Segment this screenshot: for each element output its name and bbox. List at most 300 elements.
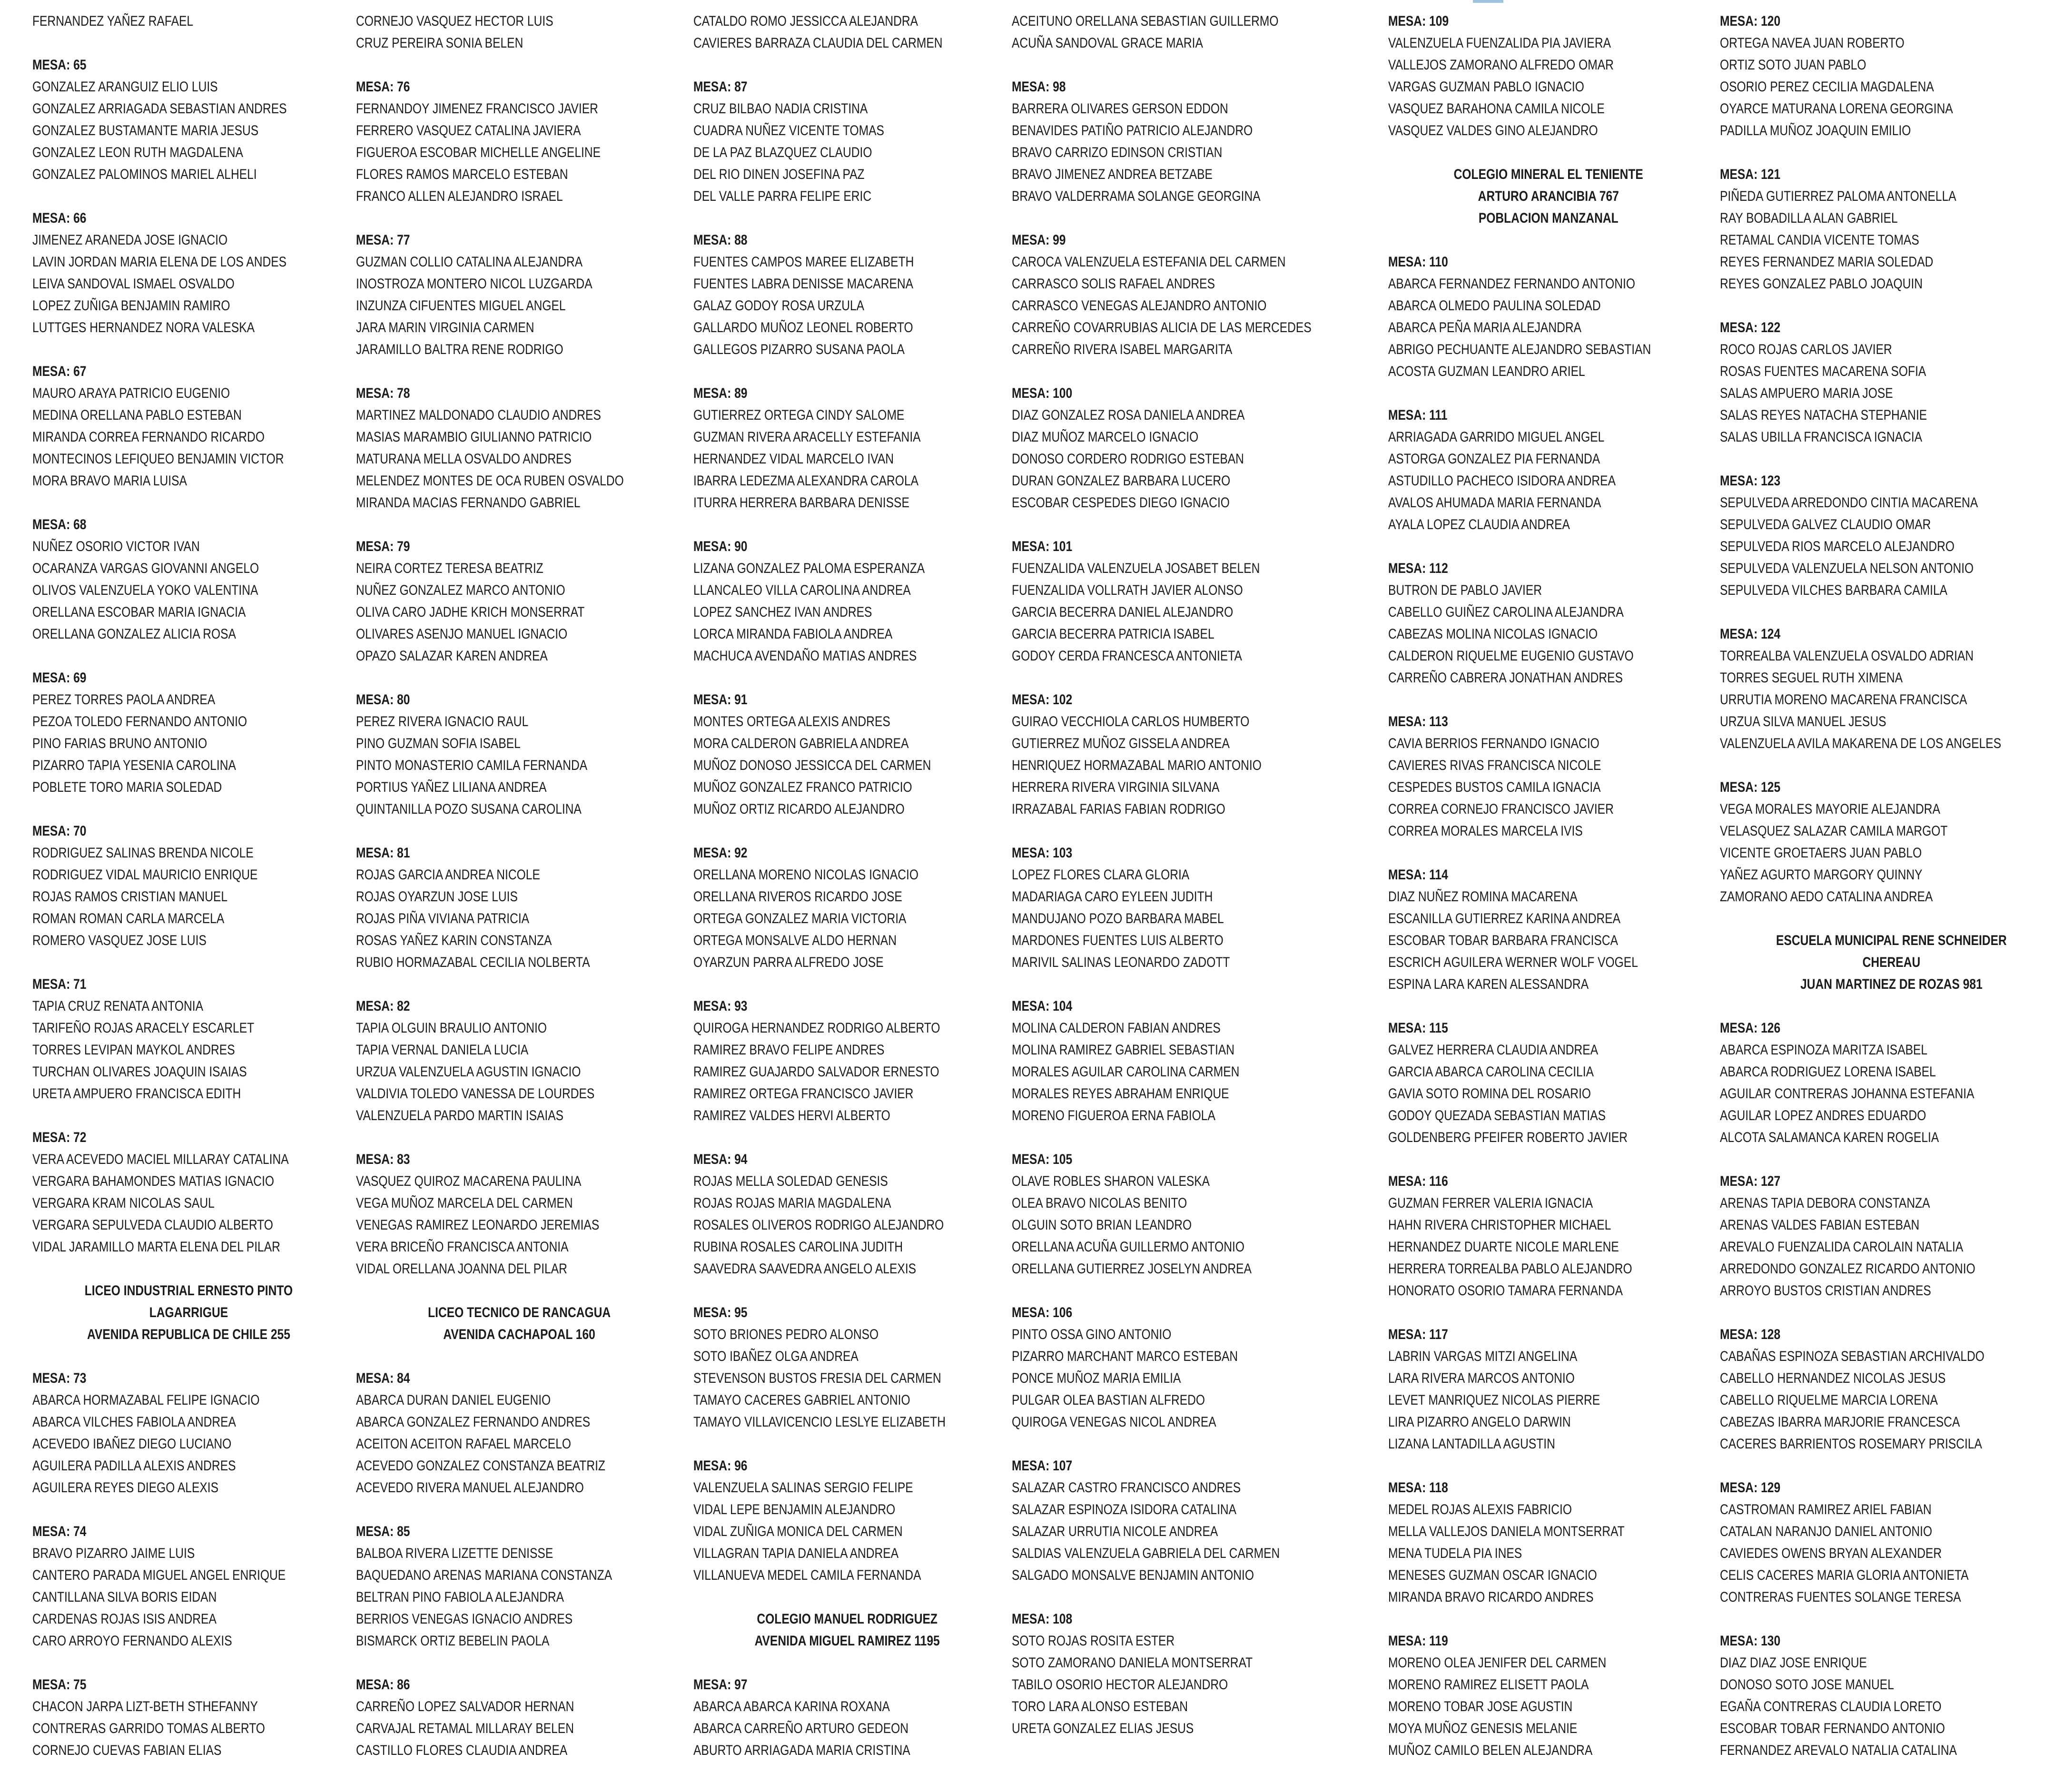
voter-name: MELLA VALLEJOS DANIELA MONTSERRAT — [1388, 1524, 1625, 1539]
mesa-heading: MESA: 95 — [693, 1305, 748, 1320]
voter-name: GAVIA SOTO ROMINA DEL ROSARIO — [1388, 1086, 1591, 1102]
voter-name: RAMIREZ BRAVO FELIPE ANDRES — [693, 1042, 885, 1058]
voter-name: CORREA MORALES MARCELA IVIS — [1388, 823, 1583, 839]
voter-name: FUENZALIDA VOLLRATH JAVIER ALONSO — [1012, 582, 1244, 598]
voter-name: DONOSO CORDERO RODRIGO ESTEBAN — [1012, 451, 1244, 467]
spacer — [693, 974, 1001, 995]
voter-name: GUZMAN RIVERA ARACELLY ESTEFANIA — [693, 429, 921, 445]
mesa-heading: MESA: 117 — [1388, 1327, 1449, 1342]
voter-name: BENAVIDES PATIÑO PATRICIO ALEJANDRO — [1012, 123, 1253, 138]
voter-name: VILLANUEVA MEDEL CAMILA FERNANDA — [693, 1567, 921, 1583]
voter-name: FERNANDOY JIMENEZ FRANCISCO JAVIER — [355, 101, 598, 117]
voter-name: MENA TUDELA PIA INES — [1388, 1546, 1522, 1561]
voter-name: PINTO MONASTERIO CAMILA FERNANDA — [355, 758, 588, 773]
voter-name: ZAMORANO AEDO CATALINA ANDREA — [1719, 889, 1933, 905]
voter-name: URZUA SILVA MANUEL JESUS — [1719, 714, 1886, 729]
voter-name: ROJAS MELLA SOLEDAD GENESIS — [693, 1173, 888, 1189]
voter-name: ABARCA VILCHES FABIOLA ANDREA — [32, 1414, 236, 1430]
voter-table-list — [32, 10, 2007, 1788]
spacer — [356, 667, 682, 689]
voter-name: CAVIA BERRIOS FERNANDO IGNACIO — [1388, 736, 1600, 751]
mesa-heading: MESA: 122 — [1719, 320, 1781, 335]
voter-name: HERNANDEZ VIDAL MARCELO IVAN — [693, 451, 894, 467]
voter-name: LAVIN JORDAN MARIA ELENA DE LOS ANDES — [32, 254, 287, 270]
venue-heading: LICEO TECNICO DE RANCAGUA — [427, 1305, 611, 1320]
voter-name: PINTO OSSA GINO ANTONIO — [1012, 1327, 1172, 1342]
voter-name: OLIVA CARO JADHE KRICH MONSERRAT — [355, 604, 585, 620]
mesa-heading: MESA: 115 — [1388, 1020, 1449, 1036]
mesa-heading: MESA: 102 — [1012, 692, 1073, 708]
voter-name: CAROCA VALENZUELA ESTEFANIA DEL CARMEN — [1012, 254, 1286, 270]
voter-name: AGUILAR CONTRERAS JOHANNA ESTEFANIA — [1719, 1086, 1974, 1102]
voter-name: INOSTROZA MONTERO NICOL LUZGARDA — [355, 276, 592, 292]
voter-name: VICENTE GROETAERS JUAN PABLO — [1719, 845, 1922, 861]
voter-name: MASIAS MARAMBIO GIULIANNO PATRICIO — [355, 429, 592, 445]
voter-name: OYARCE MATURANA LORENA GEORGINA — [1719, 101, 1953, 117]
voter-name: GODOY QUEZADA SEBASTIAN MATIAS — [1388, 1108, 1606, 1123]
voter-name: TURCHAN OLIVARES JOAQUIN ISAIAS — [32, 1064, 247, 1080]
mesa-heading: MESA: 119 — [1388, 1633, 1449, 1649]
voter-name: MOYA MUÑOZ GENESIS MELANIE — [1388, 1721, 1578, 1736]
spacer — [1012, 1433, 1377, 1455]
voter-name: BRAVO JIMENEZ ANDREA BETZABE — [1012, 167, 1213, 182]
voter-name: CAVIERES BARRAZA CLAUDIA DEL CARMEN — [693, 35, 943, 51]
voter-name: LOPEZ FLORES CLARA GLORIA — [1012, 867, 1190, 883]
voter-name: ROJAS OYARZUN JOSE LUIS — [355, 889, 518, 905]
voter-name: OYARZUN PARRA ALFREDO JOSE — [693, 955, 884, 970]
voter-name: SALAS AMPUERO MARIA JOSE — [1719, 385, 1893, 401]
voter-name: ABARCA PEÑA MARIA ALEJANDRA — [1388, 320, 1582, 335]
voter-name: JARAMILLO BALTRA RENE RODRIGO — [355, 342, 563, 357]
voter-name: ARRIAGADA GARRIDO MIGUEL ANGEL — [1388, 429, 1605, 445]
voter-name: FLORES RAMOS MARCELO ESTEBAN — [355, 167, 568, 182]
mesa-heading: MESA: 81 — [355, 845, 410, 861]
spacer — [1720, 995, 2063, 1017]
voter-name: BISMARCK ORTIZ BEBELIN PAOLA — [355, 1633, 550, 1649]
voter-name: FERNANDEZ AREVALO NATALIA CATALINA — [1719, 1743, 1957, 1758]
voter-name: ESCOBAR TOBAR BARBARA FRANCISCA — [1388, 933, 1619, 948]
voter-name: VALLEJOS ZAMORANO ALFREDO OMAR — [1388, 57, 1614, 73]
spacer — [1012, 1586, 1377, 1608]
mesa-heading: MESA: 94 — [693, 1152, 748, 1167]
voter-name: ARENAS TAPIA DEBORA CONSTANZA — [1719, 1195, 1930, 1211]
corner-tab-mark — [1473, 0, 1503, 3]
venue-heading: CHEREAU — [1862, 955, 1921, 970]
mesa-heading: MESA: 99 — [1012, 232, 1066, 248]
voter-name: GOLDENBERG PFEIFER ROBERTO JAVIER — [1388, 1130, 1628, 1145]
voter-name: VERA BRICEÑO FRANCISCA ANTONIA — [355, 1239, 569, 1255]
voter-name: ESPINA LARA KAREN ALESSANDRA — [1388, 976, 1589, 992]
voter-name: URZUA VALENZUELA AGUSTIN IGNACIO — [355, 1064, 581, 1080]
voter-name: VASQUEZ QUIROZ MACARENA PAULINA — [355, 1173, 582, 1189]
voter-name: CABELLO HERNANDEZ NICOLAS JESUS — [1719, 1370, 1946, 1386]
voter-name: AGUILAR LOPEZ ANDRES EDUARDO — [1719, 1108, 1926, 1123]
voter-name: ABARCA RODRIGUEZ LORENA ISABEL — [1719, 1064, 1936, 1080]
voter-name: ACEVEDO GONZALEZ CONSTANZA BEATRIZ — [355, 1458, 605, 1474]
spacer — [32, 32, 345, 54]
spacer — [1720, 755, 2063, 777]
spacer — [32, 1346, 345, 1368]
voter-name: URETA GONZALEZ ELIAS JESUS — [1012, 1721, 1194, 1736]
voter-name: CRUZ BILBAO NADIA CRISTINA — [693, 101, 868, 117]
mesa-heading: MESA: 128 — [1719, 1327, 1781, 1342]
voter-name: ABARCA CARREÑO ARTURO GEDEON — [693, 1721, 909, 1736]
spacer — [356, 361, 682, 383]
venue-heading: JUAN MARTINEZ DE ROZAS 981 — [1800, 976, 1983, 992]
voter-name: MARTINEZ MALDONADO CLAUDIO ANDRES — [355, 407, 601, 423]
mesa-heading: MESA: 78 — [355, 385, 410, 401]
voter-name: NUÑEZ GONZALEZ MARCO ANTONIO — [355, 582, 565, 598]
voter-name: ASTORGA GONZALEZ PIA FERNANDA — [1388, 451, 1600, 467]
voter-name: MORENO FIGUEROA ERNA FABIOLA — [1012, 1108, 1216, 1123]
voter-name: GALLARDO MUÑOZ LEONEL ROBERTO — [693, 320, 913, 335]
spacer — [32, 798, 345, 820]
voter-name: CRUZ PEREIRA SONIA BELEN — [355, 35, 523, 51]
voter-name: CANTERO PARADA MIGUEL ANGEL ENRIQUE — [32, 1567, 286, 1583]
spacer — [356, 1652, 682, 1674]
voter-name: GODOY CERDA FRANCESCA ANTONIETA — [1012, 648, 1243, 664]
spacer — [1012, 514, 1377, 536]
voter-name: ORELLANA ACUÑA GUILLERMO ANTONIO — [1012, 1239, 1245, 1255]
voter-name: URRUTIA MORENO MACARENA FRANCISCA — [1719, 692, 1967, 708]
voter-name: ROSALES OLIVEROS RODRIGO ALEJANDRO — [693, 1217, 944, 1233]
spacer — [1012, 207, 1377, 229]
voter-name: CARVAJAL RETAMAL MILLARAY BELEN — [355, 1721, 574, 1736]
voter-name: NUÑEZ OSORIO VICTOR IVAN — [32, 539, 200, 554]
voter-name: LUTTGES HERNANDEZ NORA VALESKA — [32, 320, 255, 335]
spacer — [693, 361, 1001, 383]
voter-name: VASQUEZ BARAHONA CAMILA NICOLE — [1388, 101, 1605, 117]
spacer — [693, 54, 1001, 76]
voter-name: VALENZUELA PARDO MARTIN ISAIAS — [355, 1108, 563, 1123]
voter-name: CANTILLANA SILVA BORIS EIDAN — [32, 1589, 217, 1605]
voter-name: PINO FARIAS BRUNO ANTONIO — [32, 736, 207, 751]
voter-name: VIDAL LEPE BENJAMIN ALEJANDRO — [693, 1502, 896, 1517]
mesa-heading: MESA: 118 — [1388, 1480, 1449, 1496]
voter-name: OCARANZA VARGAS GIOVANNI ANGELO — [32, 561, 259, 576]
spacer — [1012, 54, 1377, 76]
mesa-heading: MESA: 97 — [693, 1677, 748, 1693]
voter-name: SALDIAS VALENZUELA GABRIELA DEL CARMEN — [1012, 1546, 1280, 1561]
voter-name: BARRERA OLIVARES GERSON EDDON — [1012, 101, 1229, 117]
voter-name: DONOSO SOTO JOSE MANUEL — [1719, 1677, 1894, 1693]
voter-name: IRRAZABAL FARIAS FABIAN RODRIGO — [1012, 801, 1226, 817]
voter-name: FUENTES LABRA DENISSE MACARENA — [693, 276, 914, 292]
voter-name: ASTUDILLO PACHECO ISIDORA ANDREA — [1388, 473, 1616, 489]
voter-name: SEPULVEDA ARREDONDO CINTIA MACARENA — [1719, 495, 1978, 511]
spacer — [1388, 1302, 1709, 1324]
spacer — [693, 207, 1001, 229]
voter-name: RAMIREZ VALDES HERVI ALBERTO — [693, 1108, 890, 1123]
voter-name: ORTEGA GONZALEZ MARIA VICTORIA — [693, 911, 907, 926]
voter-name: INZUNZA CIFUENTES MIGUEL ANGEL — [355, 298, 566, 314]
venue-heading: POBLACION MANZANAL — [1479, 210, 1619, 226]
voter-name: MAURO ARAYA PATRICIO EUGENIO — [32, 385, 230, 401]
voter-name: SALAZAR URRUTIA NICOLE ANDREA — [1012, 1524, 1218, 1539]
spacer — [32, 492, 345, 514]
voter-name: OLAVE ROBLES SHARON VALESKA — [1012, 1173, 1210, 1189]
voter-name: VEGA MUÑOZ MARCELA DEL CARMEN — [355, 1195, 573, 1211]
voter-name: JIMENEZ ARANEDA JOSE IGNACIO — [32, 232, 228, 248]
voter-name: SOTO BRIONES PEDRO ALONSO — [693, 1327, 879, 1342]
voter-name: BAQUEDANO ARENAS MARIANA CONSTANZA — [355, 1567, 612, 1583]
list-column-2 — [356, 10, 682, 1788]
voter-name: MORA BRAVO MARIA LUISA — [32, 473, 187, 489]
voter-name: RUBIO HORMAZABAL CECILIA NOLBERTA — [355, 955, 590, 970]
voter-name: ROCO ROJAS CARLOS JAVIER — [1719, 342, 1892, 357]
voter-name: ROSAS YAÑEZ KARIN CONSTANZA — [355, 933, 552, 948]
voter-name: MORENO OLEA JENIFER DEL CARMEN — [1388, 1655, 1607, 1671]
voter-name: CABELLO GUIÑEZ CAROLINA ALEJANDRA — [1388, 604, 1624, 620]
mesa-heading: MESA: 83 — [355, 1152, 410, 1167]
voter-name: ESCOBAR TOBAR FERNANDO ANTONIO — [1719, 1721, 1945, 1736]
voter-name: FERRERO VASQUEZ CATALINA JAVIERA — [355, 123, 581, 138]
spacer — [356, 820, 682, 842]
voter-name: SOTO ZAMORANO DANIELA MONTSERRAT — [1012, 1655, 1253, 1671]
voter-name: MUÑOZ DONOSO JESSICCA DEL CARMEN — [693, 758, 931, 773]
mesa-heading: MESA: 107 — [1012, 1458, 1073, 1474]
spacer — [1012, 361, 1377, 383]
voter-name: ROJAS RAMOS CRISTIAN MANUEL — [32, 889, 228, 905]
spacer — [32, 1652, 345, 1674]
venue-heading: LICEO INDUSTRIAL ERNESTO PINTO — [84, 1283, 293, 1299]
voter-name: RAMIREZ ORTEGA FRANCISCO JAVIER — [693, 1086, 914, 1102]
mesa-heading: MESA: 77 — [355, 232, 410, 248]
voter-name: MOLINA CALDERON FABIAN ANDRES — [1012, 1020, 1221, 1036]
voter-name: PULGAR OLEA BASTIAN ALFREDO — [1012, 1392, 1205, 1408]
voter-name: ORELLANA GUTIERREZ JOSELYN ANDREA — [1012, 1261, 1252, 1277]
voter-name: ORELLANA GONZALEZ ALICIA ROSA — [32, 626, 236, 642]
spacer — [1720, 142, 2063, 164]
mesa-heading: MESA: 80 — [355, 692, 410, 708]
voter-name: MELENDEZ MONTES DE OCA RUBEN OSVALDO — [355, 473, 624, 489]
voter-name: VEGA MORALES MAYORIE ALEJANDRA — [1719, 801, 1940, 817]
mesa-heading: MESA: 67 — [32, 364, 87, 379]
mesa-heading: MESA: 71 — [32, 976, 87, 992]
voter-name: BALBOA RIVERA LIZETTE DENISSE — [355, 1546, 553, 1561]
mesa-heading: MESA: 106 — [1012, 1305, 1073, 1320]
voter-name: GUZMAN COLLIO CATALINA ALEJANDRA — [355, 254, 583, 270]
voter-name: GONZALEZ LEON RUTH MAGDALENA — [32, 145, 243, 160]
voter-name: PINO GUZMAN SOFIA ISABEL — [355, 736, 521, 751]
voter-name: PIZARRO MARCHANT MARCO ESTEBAN — [1012, 1349, 1238, 1364]
voter-name: CARREÑO RIVERA ISABEL MARGARITA — [1012, 342, 1233, 357]
voter-name: PONCE MUÑOZ MARIA EMILIA — [1012, 1370, 1181, 1386]
voter-name: DEL VALLE PARRA FELIPE ERIC — [693, 188, 872, 204]
voter-name: LOPEZ SANCHEZ IVAN ANDRES — [693, 604, 872, 620]
voter-name: ABARCA ABARCA KARINA ROXANA — [693, 1699, 890, 1714]
voter-name: MEDINA ORELLANA PABLO ESTEBAN — [32, 407, 242, 423]
voter-name: LLANCALEO VILLA CAROLINA ANDREA — [693, 582, 911, 598]
voter-name: CORNEJO CUEVAS FABIAN ELIAS — [32, 1743, 222, 1758]
voter-name: CAVIERES RIVAS FRANCISCA NICOLE — [1388, 758, 1601, 773]
voter-name: ARROYO BUSTOS CRISTIAN ANDRES — [1719, 1283, 1931, 1299]
voter-name: MONTECINOS LEFIQUEO BENJAMIN VICTOR — [32, 451, 284, 467]
mesa-heading: MESA: 124 — [1719, 626, 1781, 642]
voter-name: VALENZUELA SALINAS SERGIO FELIPE — [693, 1480, 913, 1496]
voter-name: GARCIA BECERRA PATRICIA ISABEL — [1012, 626, 1215, 642]
voter-name: MIRANDA MACIAS FERNANDO GABRIEL — [355, 495, 581, 511]
spacer — [32, 339, 345, 361]
mesa-heading: MESA: 104 — [1012, 998, 1073, 1014]
voter-name: DIAZ DIAZ JOSE ENRIQUE — [1719, 1655, 1867, 1671]
voter-name: VILLAGRAN TAPIA DANIELA ANDREA — [693, 1546, 899, 1561]
voter-name: MATURANA MELLA OSVALDO ANDRES — [355, 451, 572, 467]
spacer — [356, 1127, 682, 1149]
spacer — [356, 207, 682, 229]
voter-name: ARREDONDO GONZALEZ RICARDO ANTONIO — [1719, 1261, 1975, 1277]
mesa-heading: MESA: 120 — [1719, 13, 1781, 29]
voter-name: VALENZUELA AVILA MAKARENA DE LOS ANGELES — [1719, 736, 2002, 751]
mesa-heading: MESA: 74 — [32, 1524, 87, 1539]
spacer — [1388, 1149, 1709, 1171]
voter-name: SOTO IBAÑEZ OLGA ANDREA — [693, 1349, 859, 1364]
mesa-heading: MESA: 123 — [1719, 473, 1781, 489]
voter-name: JARA MARIN VIRGINIA CARMEN — [355, 320, 534, 335]
spacer — [1720, 1455, 2063, 1477]
voter-name: ACEITON ACEITON RAFAEL MARCELO — [355, 1436, 571, 1452]
mesa-heading: MESA: 84 — [355, 1370, 410, 1386]
voter-name: SALAZAR ESPINOZA ISIDORA CATALINA — [1012, 1502, 1237, 1517]
voter-name: VASQUEZ VALDES GINO ALEJANDRO — [1388, 123, 1599, 138]
voter-name: CARO ARROYO FERNANDO ALEXIS — [32, 1633, 232, 1649]
voter-name: CARREÑO COVARRUBIAS ALICIA DE LAS MERCEDES — [1012, 320, 1312, 335]
voter-name: VALDIVIA TOLEDO VANESSA DE LOURDES — [355, 1086, 595, 1102]
voter-name: CACERES BARRIENTOS ROSEMARY PRISCILA — [1719, 1436, 1982, 1452]
voter-name: ABURTO ARRIAGADA MARIA CRISTINA — [693, 1743, 910, 1758]
voter-name: GARCIA BECERRA DANIEL ALEJANDRO — [1012, 604, 1234, 620]
voter-name: CARRASCO SOLIS RAFAEL ANDRES — [1012, 276, 1215, 292]
voter-name: DIAZ GONZALEZ ROSA DANIELA ANDREA — [1012, 407, 1245, 423]
voter-name: VIDAL ORELLANA JOANNA DEL PILAR — [355, 1261, 567, 1277]
mesa-heading: MESA: 91 — [693, 692, 748, 708]
voter-name: DEL RIO DINEN JOSEFINA PAZ — [693, 167, 865, 182]
voter-name: GUTIERREZ ORTEGA CINDY SALOME — [693, 407, 905, 423]
voter-name: SAAVEDRA SAAVEDRA ANGELO ALEXIS — [693, 1261, 917, 1277]
spacer — [693, 1652, 1001, 1674]
voter-name: ITURRA HERRERA BARBARA DENISSE — [693, 495, 909, 511]
mesa-heading: MESA: 96 — [693, 1458, 748, 1474]
voter-name: TAPIA CRUZ RENATA ANTONIA — [32, 998, 204, 1014]
mesa-heading: MESA: 79 — [355, 539, 410, 554]
voter-name: VENEGAS RAMIREZ LEONARDO JEREMIAS — [355, 1217, 600, 1233]
voter-name: ORTIZ SOTO JUAN PABLO — [1719, 57, 1866, 73]
spacer — [693, 1280, 1001, 1302]
voter-name: VERGARA KRAM NICOLAS SAUL — [32, 1195, 215, 1211]
voter-name: MOLINA RAMIREZ GABRIEL SEBASTIAN — [1012, 1042, 1235, 1058]
voter-name: LIRA PIZARRO ANGELO DARWIN — [1388, 1414, 1571, 1430]
voter-name: ACOSTA GUZMAN LEANDRO ARIEL — [1388, 364, 1586, 379]
voter-name: PIZARRO TAPIA YESENIA CAROLINA — [32, 758, 236, 773]
voter-name: SEPULVEDA GALVEZ CLAUDIO OMAR — [1719, 517, 1931, 532]
voter-name: MORA CALDERON GABRIELA ANDREA — [693, 736, 909, 751]
voter-name: IBARRA LEDEZMA ALEXANDRA CAROLA — [693, 473, 919, 489]
venue-heading: AVENIDA REPUBLICA DE CHILE 255 — [87, 1327, 290, 1342]
mesa-heading: MESA: 75 — [32, 1677, 87, 1693]
voter-name: DURAN GONZALEZ BARBARA LUCERO — [1012, 473, 1231, 489]
mesa-heading: MESA: 90 — [693, 539, 748, 554]
spacer — [1012, 820, 1377, 842]
voter-name: ABARCA DURAN DANIEL EUGENIO — [355, 1392, 551, 1408]
voter-name: GONZALEZ ARANGUIZ ELIO LUIS — [32, 79, 218, 95]
voter-name: HERNANDEZ DUARTE NICOLE MARLENE — [1388, 1239, 1619, 1255]
spacer — [1388, 842, 1709, 864]
voter-name: QUINTANILLA POZO SUSANA CAROLINA — [355, 801, 582, 817]
spacer — [356, 54, 682, 76]
voter-name: ORELLANA MORENO NICOLAS IGNACIO — [693, 867, 919, 883]
mesa-heading: MESA: 69 — [32, 670, 87, 686]
voter-name: MUÑOZ GONZALEZ FRANCO PATRICIO — [693, 779, 912, 795]
spacer — [693, 667, 1001, 689]
mesa-heading: MESA: 103 — [1012, 845, 1073, 861]
voter-name: CARREÑO CABRERA JONATHAN ANDRES — [1388, 670, 1623, 686]
voter-name: DE LA PAZ BLAZQUEZ CLAUDIO — [693, 145, 872, 160]
voter-name: LOPEZ ZUÑIGA BENJAMIN RAMIRO — [32, 298, 230, 314]
voter-name: PEZOA TOLEDO FERNANDO ANTONIO — [32, 714, 247, 729]
venue-heading: LAGARRIGUE — [149, 1305, 228, 1320]
voter-name: MUÑOZ ORTIZ RICARDO ALEJANDRO — [693, 801, 905, 817]
spacer — [1388, 229, 1709, 251]
list-column-6 — [1720, 10, 2063, 1788]
mesa-heading: MESA: 85 — [355, 1524, 410, 1539]
voter-name: TORO LARA ALONSO ESTEBAN — [1012, 1699, 1188, 1714]
voter-name: GALLEGOS PIZARRO SUSANA PAOLA — [693, 342, 905, 357]
voter-name: NEIRA CORTEZ TERESA BEATRIZ — [355, 561, 543, 576]
voter-name: GARCIA ABARCA CAROLINA CECILIA — [1388, 1064, 1594, 1080]
mesa-heading: MESA: 129 — [1719, 1480, 1781, 1496]
voter-name: MEDEL ROJAS ALEXIS FABRICIO — [1388, 1502, 1572, 1517]
voter-name: TABILO OSORIO HECTOR ALEJANDRO — [1012, 1677, 1228, 1693]
voter-name: QUIROGA VENEGAS NICOL ANDREA — [1012, 1414, 1217, 1430]
spacer — [1720, 1608, 2063, 1630]
voter-name: BRAVO CARRIZO EDINSON CRISTIAN — [1012, 145, 1223, 160]
voter-name: BERRIOS VENEGAS IGNACIO ANDRES — [355, 1611, 573, 1627]
voter-name: OLEA BRAVO NICOLAS BENITO — [1012, 1195, 1187, 1211]
voter-name: CESPEDES BUSTOS CAMILA IGNACIA — [1388, 779, 1601, 795]
venue-heading: COLEGIO MINERAL EL TENIENTE — [1454, 167, 1644, 182]
voter-name: SALAS REYES NATACHA STEPHANIE — [1719, 407, 1927, 423]
voter-name: MARIVIL SALINAS LEONARDO ZADOTT — [1012, 955, 1230, 970]
voter-name: ORELLANA ESCOBAR MARIA IGNACIA — [32, 604, 246, 620]
voter-name: TAPIA VERNAL DANIELA LUCIA — [355, 1042, 529, 1058]
voter-name: CARRASCO VENEGAS ALEJANDRO ANTONIO — [1012, 298, 1267, 314]
spacer — [32, 1105, 345, 1127]
voter-name: CONTRERAS GARRIDO TOMAS ALBERTO — [32, 1721, 265, 1736]
venue-heading: COLEGIO MANUEL RODRIGUEZ — [757, 1611, 938, 1627]
voter-name: GONZALEZ PALOMINOS MARIEL ALHELI — [32, 167, 257, 182]
spacer — [1012, 974, 1377, 995]
voter-name: CUADRA NUÑEZ VICENTE TOMAS — [693, 123, 885, 138]
voter-name: LIZANA GONZALEZ PALOMA ESPERANZA — [693, 561, 925, 576]
spacer — [693, 1127, 1001, 1149]
voter-name: CABAÑAS ESPINOZA SEBASTIAN ARCHIVALDO — [1719, 1349, 1984, 1364]
voter-name: DIAZ MUÑOZ MARCELO IGNACIO — [1012, 429, 1199, 445]
voter-name: CORREA CORNEJO FRANCISCO JAVIER — [1388, 801, 1614, 817]
mesa-heading: MESA: 89 — [693, 385, 748, 401]
voter-name: ESCOBAR CESPEDES DIEGO IGNACIO — [1012, 495, 1230, 511]
venue-heading: ESCUELA MUNICIPAL RENE SCHNEIDER — [1776, 933, 2007, 948]
mesa-heading: MESA: 68 — [32, 517, 87, 532]
spacer — [32, 186, 345, 207]
spacer — [1388, 383, 1709, 404]
voter-name: ACEVEDO RIVERA MANUEL ALEJANDRO — [355, 1480, 584, 1496]
mesa-heading: MESA: 109 — [1388, 13, 1449, 29]
voter-name: LORCA MIRANDA FABIOLA ANDREA — [693, 626, 893, 642]
spacer — [1720, 1149, 2063, 1171]
spacer — [1388, 536, 1709, 558]
spacer — [356, 974, 682, 995]
spacer — [1388, 1608, 1709, 1630]
